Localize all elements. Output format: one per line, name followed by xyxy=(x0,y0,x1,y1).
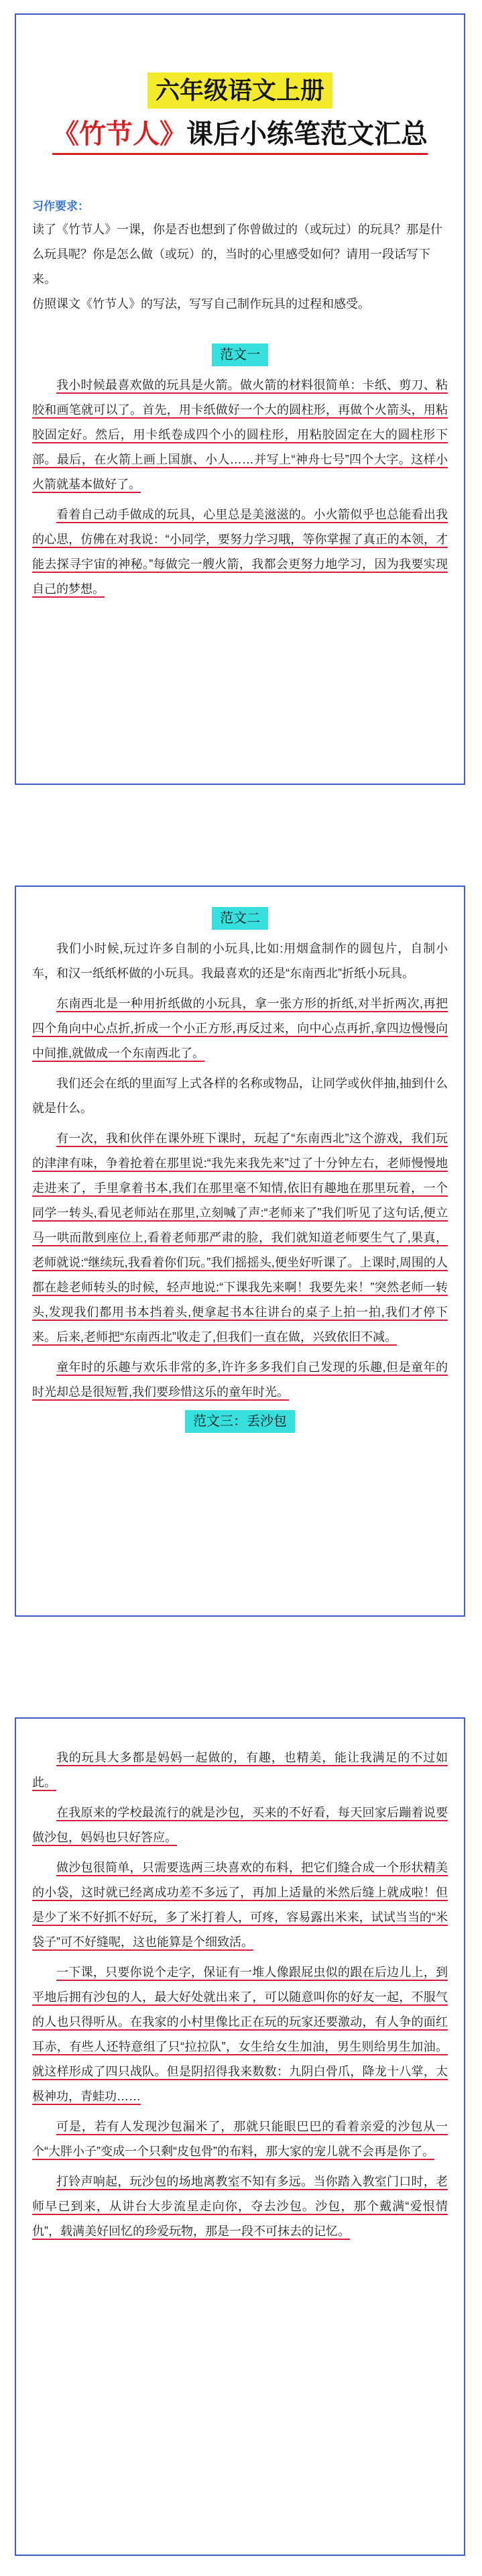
essay1-paragraph xyxy=(32,502,448,602)
title-main xyxy=(52,117,428,155)
essay1-paragraph-text: 看着自己动手做成的玩具，心里总是美滋滋的。小火箭似乎也总能看出我的心思，仿佛在对我说：“小同学，要努力学习哦，等你掌握了真正的本领，才能去探寻宇宙的神秘。”每做完一艘火箭，我都会更努力地学习，因为我要实现自己的梦想。 xyxy=(32,508,448,598)
card-essay3 xyxy=(15,1717,465,2556)
essay3-paragraph-text: 打铃声响起，玩沙包的场地离教室不知有多远。当你踏入教室门口时，老师早已到来，从讲台大步流星走向你，夺去沙包。沙包，那个戴满“爱恨情仇”，载满美好回忆的珍爱玩物，那是一段不可抹去的记忆。 xyxy=(32,2175,448,2240)
essay1-badge: 范文一 xyxy=(212,343,268,366)
essay3-paragraph-text: 在我原来的学校最流行的就是沙包，买来的不好看，每天回家后蹦着说要做沙包，妈妈也只好答应。 xyxy=(32,1806,448,1846)
requirements-text-1: 读了《竹节人》一课，你是否也想到了你曾做过的（或玩过）的玩具？那是什么玩具呢？你是怎么做（或玩）的，当时的心里感受如何？请用一段话写下来。 xyxy=(32,223,442,286)
requirements-heading: 习作要求： xyxy=(32,200,89,213)
essay3-paragraph-text: 一下课，只要你说个走字，保证有一堆人像跟屁虫似的跟在后边儿上，到平地后拥有沙包的人，最大好处就出来了，可以随意叫你的好友一起，不服气的人也只得听从。在我家的小村里像比正在玩的玩家还要激动，有人争的面红耳赤，有些人还特意组了只“拉拉队”，女生给女生加油，男生则给男生加油。就这样形成了四只战队。但是阴招得我来数数：九阴白骨爪，降龙十八掌，太极神功，青蛙功…… xyxy=(32,1966,448,2105)
title-grade: 六年级语文上册 xyxy=(147,72,333,109)
essay3-paragraph xyxy=(32,1856,448,1955)
essay2-paragraph xyxy=(32,1071,448,1121)
essay1-paragraph-text: 我小时候最喜欢做的玩具是火箭。做火箭的材料很简单：卡纸、剪刀、粘胶和画笔就可以了。首先，用卡纸做好一个大的圆柱形，再做个火箭头，用粘胶固定好。然后，用卡纸卷成四个小的圆柱形，用粘胶固定在大的圆柱形下部。最后，在火箭上画上国旗、小人……并写上“神舟七号”四个大字。这样小火箭就基本做好了。 xyxy=(32,378,448,493)
essay2-paragraph-text: 我们小时候,玩过许多自制的小玩具,比如:用烟盒制作的圆包片，自制小车，和汉一纸纸杯做的小玩具。我最喜欢的还是“东南西北”折纸小玩具。 xyxy=(32,942,448,980)
essay3-paragraph-text: 做沙包很简单，只需要选两三块喜欢的布料，把它们缝合成一个形状精美的小袋，这时就已经离成功差不多远了，再加上适量的米然后缝上就成啦！但是少了米不好抓不好玩，多了米打着人，可疼，容易露出米来，试试当当的“米袋子”可不好缝呢，这也能算是个细致活。 xyxy=(32,1861,448,1951)
essay3-badge: 范文三：丢沙包 xyxy=(185,1410,295,1433)
title-block xyxy=(32,15,448,155)
essay2-paragraph-text: 童年时的乐趣与欢乐非常的多,许许多多我们自己发现的乐趣,但是童年的时光却总是很短暂,我们要珍惜这乐的童年时光。 xyxy=(32,1360,448,1401)
essay2-badge: 范文二 xyxy=(212,907,268,930)
essay1-paragraph xyxy=(32,373,448,497)
title-rest-part: 课后小练笔范文汇总 xyxy=(186,119,428,149)
title-red-part: 《竹节人》 xyxy=(52,119,186,149)
essay3-paragraph xyxy=(32,2169,448,2244)
requirements-text-2: 仿照课文《竹节人》的写法，写写自己制作玩具的过程和感受。 xyxy=(32,297,370,311)
essay2-paragraph xyxy=(32,1126,448,1350)
essay2-body xyxy=(32,936,448,1405)
essay2-paragraph xyxy=(32,991,448,1066)
essay2-paragraph-text: 东南西北是一种用折纸做的小玩具，拿一张方形的折纸,对半折两次,再把四个角向中心点折,折成一个小正方形,再反过来，向中心点再折,拿四边慢慢向中间推,就做成一个东南西北了。 xyxy=(32,997,448,1062)
badge-wrap xyxy=(32,907,448,930)
essay3-paragraph xyxy=(32,1746,448,1795)
essay2-paragraph xyxy=(32,936,448,986)
essay3-body xyxy=(32,1719,448,2244)
badge-wrap xyxy=(32,1410,448,1433)
badge-wrap xyxy=(32,343,448,366)
essay2-paragraph xyxy=(32,1355,448,1405)
essay3-paragraph-text: 可是，若有人发现沙包漏米了，那就只能眼巴巴的看着亲爱的沙包从一个“大胖小子”变成一个只剩“皮包骨”的布料，那大家的宠儿就不会再是你了。 xyxy=(32,2120,448,2160)
essay2-paragraph-text: 我们还会在纸的里面写上式各样的名称或物品，让同学或伙伴抽,抽到什么就是什么。 xyxy=(32,1077,448,1115)
essay3-paragraph xyxy=(32,2114,448,2164)
card-intro xyxy=(15,13,465,785)
essay1-body xyxy=(32,373,448,602)
essay3-paragraph xyxy=(32,1960,448,2109)
essay2-paragraph-text: 有一次，我和伙伴在课外班下课时，玩起了“东南西北”这个游戏，我们玩的津津有味，争着抢着在那里说:“我先来我先来”过了十分钟左右，老师慢慢地走进来了，手里拿着书本,我们在那里毫不知情,依旧有趣地在那里玩着，一个同学一转头,看见老师站在那里,立刻喊了声:“老师来了”我们听见了这句话,便立马一哄而散到座位上,看着老师那严肃的脸，我们就知道老师要生气了,果真，老师就说:“继续玩,我看着你们玩。”我们摇摇头,便坐好听课了。上课时,周围的人都在趁老师转头的时候，轻声地说:“下课我先来啊！我要先来！”突然老师一转头,发现我们都用书本挡着头,便拿起书本往讲台的桌子上拍一拍,我们才停下来。后来,老师把“东南西北”收走了,但我们一直在做，兴致依旧不减。 xyxy=(32,1132,448,1346)
essay3-paragraph-text: 我的玩具大多都是妈妈一起做的，有趣，也精美，能让我满足的不过如此。 xyxy=(32,1751,448,1791)
essay3-paragraph xyxy=(32,1801,448,1850)
card-essay2 xyxy=(15,885,465,1617)
